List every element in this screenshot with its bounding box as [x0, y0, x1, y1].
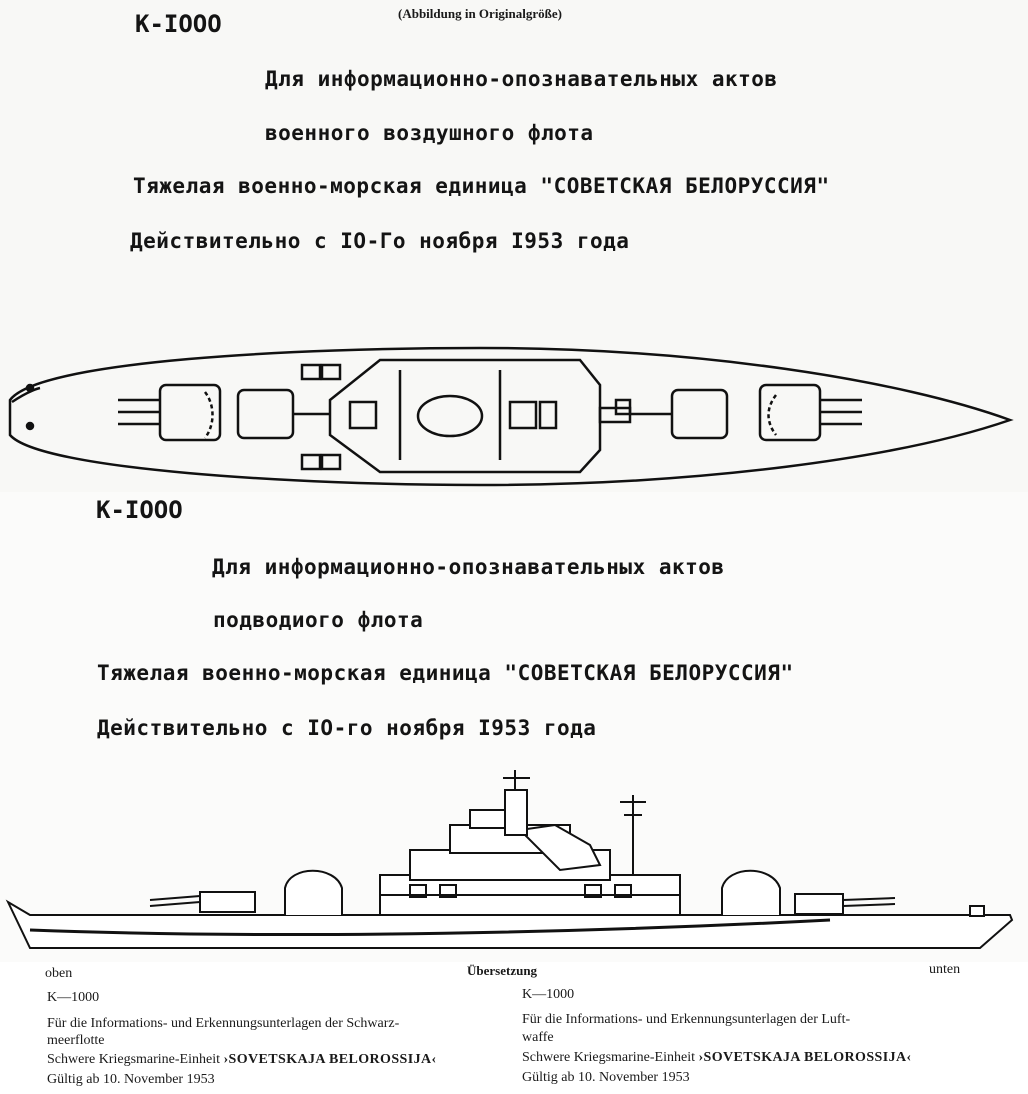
right-line-3: Gültig ab 10. November 1953 — [522, 1070, 690, 1085]
ship-side-profile — [0, 770, 1028, 955]
bottom-line-2: подводиого флота — [213, 608, 424, 632]
top-line-4: Действительно с IO-Го ноября I953 года — [130, 229, 630, 253]
bottom-code: K-IOOO — [96, 496, 183, 524]
top-line-2: военного воздушного флота — [265, 121, 594, 145]
right-line-1a: Für die Informations- und Erkennungsunterlagen der Luft- — [522, 1012, 851, 1027]
translation-heading: Übersetzung — [467, 963, 538, 978]
bottom-line-3: Тяжелая военно-морская единица "СОВЕТСКАЯ БЕЛОРУССИЯ" — [97, 661, 794, 685]
right-line-2-prefix: Schwere Kriegsmarine-Einheit — [522, 1050, 695, 1065]
left-line-2-prefix: Schwere Kriegsmarine-Einheit — [47, 1052, 220, 1067]
left-line-1b: meerflotte — [47, 1033, 105, 1048]
right-label: unten — [929, 962, 961, 977]
top-code: K-IOOO — [135, 10, 222, 38]
left-code: K—1000 — [47, 990, 100, 1005]
size-note: (Abbildung in Originalgröße) — [398, 6, 562, 21]
top-line-1: Для информационно-опознавательных актов — [265, 67, 778, 91]
left-ship-name: ›SOVETSKAJA BELOROSSIJA‹ — [223, 1052, 437, 1067]
top-line-3: Тяжелая военно-морская единица "СОВЕТСКАЯ БЕЛОРУССИЯ" — [133, 174, 830, 198]
left-line-3: Gültig ab 10. November 1953 — [47, 1072, 215, 1087]
left-line-2 — [47, 1052, 437, 1068]
bottom-line-1: Для информационно-опознавательных актов — [212, 555, 725, 579]
right-line-1b: waffe — [522, 1030, 554, 1045]
right-code: K—1000 — [522, 987, 575, 1002]
left-label: oben — [45, 966, 73, 981]
ship-plan-view — [0, 340, 1028, 490]
left-line-1a: Für die Informations- und Erkennungsunterlagen der Schwarz- — [47, 1016, 400, 1031]
right-line-2 — [522, 1050, 912, 1066]
right-ship-name: ›SOVETSKAJA BELOROSSIJA‹ — [698, 1050, 912, 1065]
bottom-line-4: Действительно с IO-го ноября I953 года — [97, 716, 597, 740]
